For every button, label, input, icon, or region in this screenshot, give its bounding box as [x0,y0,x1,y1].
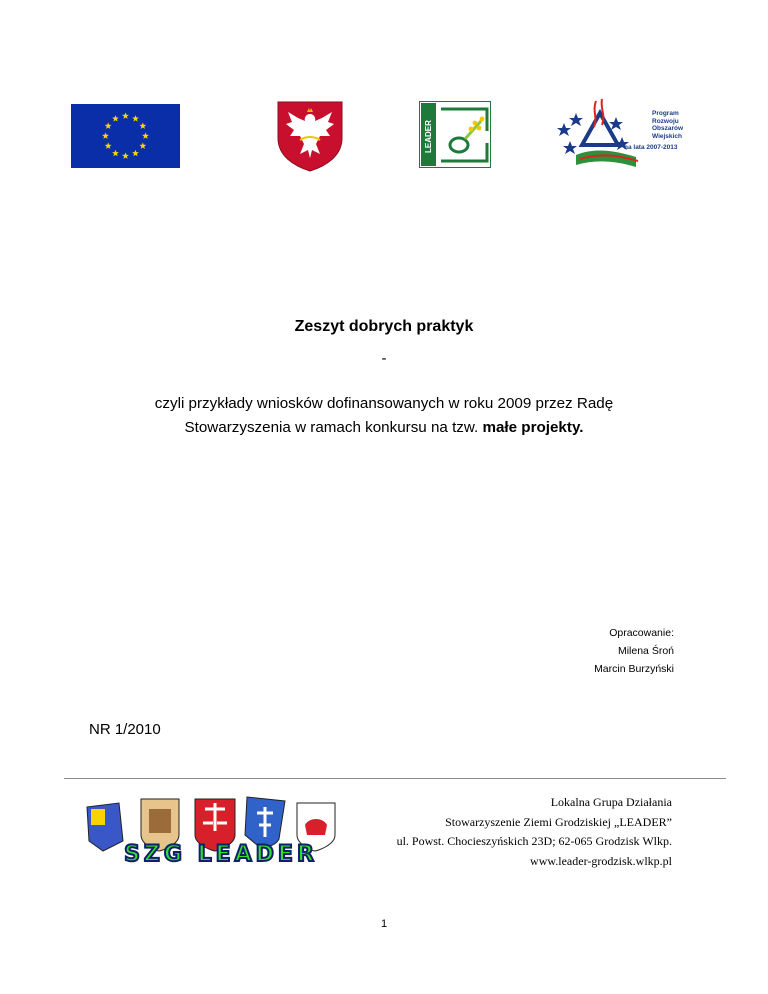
footer-divider [64,778,726,779]
subtitle-line-2 [80,416,688,440]
footer-line: Lokalna Grupa Działania [550,795,672,809]
credits-author: Milena Śroń [617,645,674,657]
prow-logo-label [652,110,702,140]
footer-line: ul. Powst. Chocieszyńskich 23D; 62-065 Grodzisk Wlkp. [396,834,672,848]
subtitle-line-2-text: Stowarzyszenia w ramach konkursu na tzw. [184,419,483,436]
prow-line: Obszarów [652,125,684,133]
title-separator: - [381,350,387,367]
prow-line: Rozwoju [652,117,679,125]
credits-label: Opracowanie: [609,627,674,639]
eu-flag-icon [71,104,180,168]
document-subtitle [80,392,688,440]
prow-line: Program [652,110,679,117]
footer-website[interactable]: www.leader-grodzisk.wlkp.pl [530,853,672,868]
prow-years: na lata 2007-2013 [624,144,678,151]
svg-text:LEADER: LEADER [424,120,433,153]
szg-leader-logo [79,795,363,865]
issue-number: NR 1/2010 [89,721,161,738]
leader-logo-icon [419,101,491,168]
subtitle-line-1: czyli przykłady wniosków dofinansowanych w roku 2009 przez Radę [154,395,614,412]
footer-line: Stowarzyszenie Ziemi Grodziskiej „LEADER” [445,814,672,829]
credits-author: Marcin Burzyński [594,663,674,675]
document-title: Zeszyt dobrych praktyk [294,318,474,335]
page-number: 1 [380,918,388,930]
footer-address [397,793,672,871]
prow-line: Wiejskich [652,132,682,140]
wielkopolska-eagle-icon [276,100,344,172]
prow-logo [556,93,698,173]
subtitle-emphasis: małe projekty. [482,419,584,436]
credits [594,624,674,678]
szg-logo-text: SZG LEADER [124,842,318,865]
